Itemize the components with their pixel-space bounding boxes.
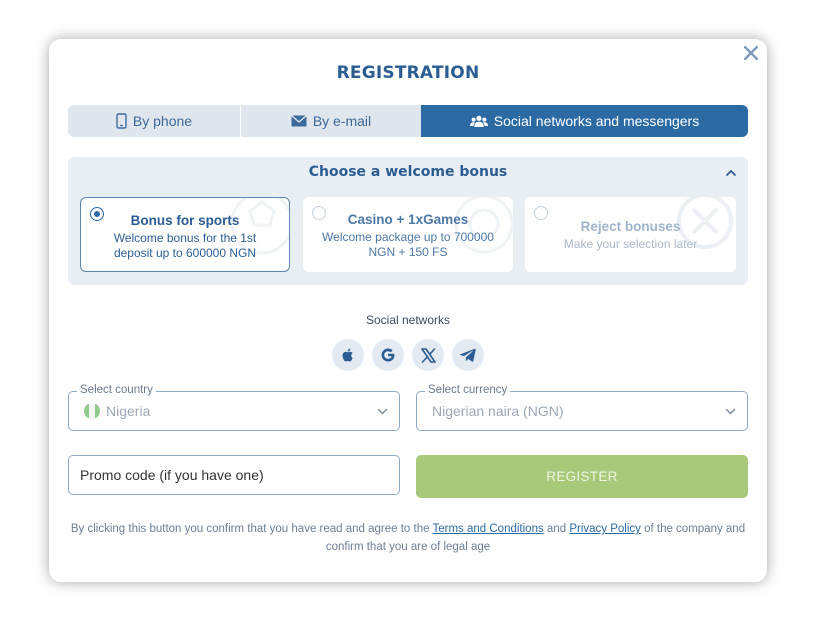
- bonus-sports-desc: Welcome bonus for the 1st deposit up to 600000 NGN: [113, 231, 257, 260]
- tab-by-phone-label: By phone: [132, 113, 193, 129]
- telegram-login-button[interactable]: [452, 339, 484, 371]
- bonus-reject-radio[interactable]: [534, 206, 548, 220]
- users-icon: [470, 115, 488, 128]
- welcome-bonus-panel: [68, 157, 748, 285]
- welcome-bonus-title: Choose a welcome bonus: [308, 164, 508, 180]
- bonus-option-reject[interactable]: [525, 197, 736, 272]
- registration-tabs: [68, 105, 748, 137]
- country-value: Nigeria: [106, 403, 151, 419]
- bonus-sports-title: Bonus for sports: [130, 213, 240, 228]
- envelope-icon: [291, 115, 307, 127]
- currency-legend: Select currency: [425, 384, 510, 396]
- tab-by-email-label: By e-mail: [312, 113, 372, 129]
- country-select[interactable]: [68, 384, 400, 431]
- register-button[interactable]: REGISTER: [416, 455, 748, 498]
- apple-icon: [341, 347, 355, 363]
- x-login-button[interactable]: [412, 339, 444, 371]
- chevron-down-icon: [376, 405, 389, 418]
- google-login-button[interactable]: [372, 339, 404, 371]
- bonus-casino-desc: Welcome package up to 700000 NGN + 150 FS: [322, 230, 494, 259]
- registration-dialog: [49, 39, 767, 582]
- social-buttons: [332, 339, 484, 371]
- disclaimer-text-before: By clicking this button you confirm that you have read and agree to the: [70, 523, 433, 535]
- close-icon: [744, 46, 758, 60]
- bonus-reject-title: Reject bonuses: [580, 219, 681, 234]
- social-networks-label: Social networks: [365, 313, 451, 327]
- bonus-casino-title: Casino + 1xGames: [347, 212, 469, 227]
- tab-by-email[interactable]: [241, 105, 421, 137]
- bonus-reject-desc: Make your selection later: [563, 237, 698, 251]
- bonus-option-casino[interactable]: [303, 197, 513, 272]
- country-value-wrap: [84, 403, 150, 419]
- dialog-title: REGISTRATION: [336, 63, 480, 83]
- disclaimer-text-after: of the company and confirm that you are of legal age: [325, 523, 746, 553]
- nigeria-flag-icon: [84, 403, 100, 419]
- terms-and-conditions-link[interactable]: Terms and Conditions: [432, 523, 544, 535]
- currency-value: Nigerian naira (NGN): [432, 403, 564, 419]
- terms-disclaimer: [63, 520, 753, 556]
- google-icon: [380, 347, 396, 363]
- disclaimer-text-and: and: [543, 523, 570, 535]
- tab-social-networks[interactable]: [421, 105, 748, 137]
- bonus-option-sports[interactable]: [80, 197, 290, 272]
- privacy-policy-link[interactable]: Privacy Policy: [569, 523, 641, 535]
- apple-login-button[interactable]: [332, 339, 364, 371]
- tab-by-phone[interactable]: [68, 105, 241, 137]
- currency-select[interactable]: [416, 384, 748, 431]
- close-button[interactable]: [739, 41, 763, 65]
- country-legend: Select country: [77, 384, 156, 396]
- x-icon: [421, 348, 436, 363]
- chevron-down-icon: [724, 405, 737, 418]
- phone-icon: [116, 113, 127, 129]
- chevron-up-icon[interactable]: [724, 166, 738, 180]
- telegram-icon: [460, 348, 476, 362]
- tab-social-networks-label: Social networks and messengers: [493, 113, 700, 129]
- promo-code-input[interactable]: [68, 455, 400, 495]
